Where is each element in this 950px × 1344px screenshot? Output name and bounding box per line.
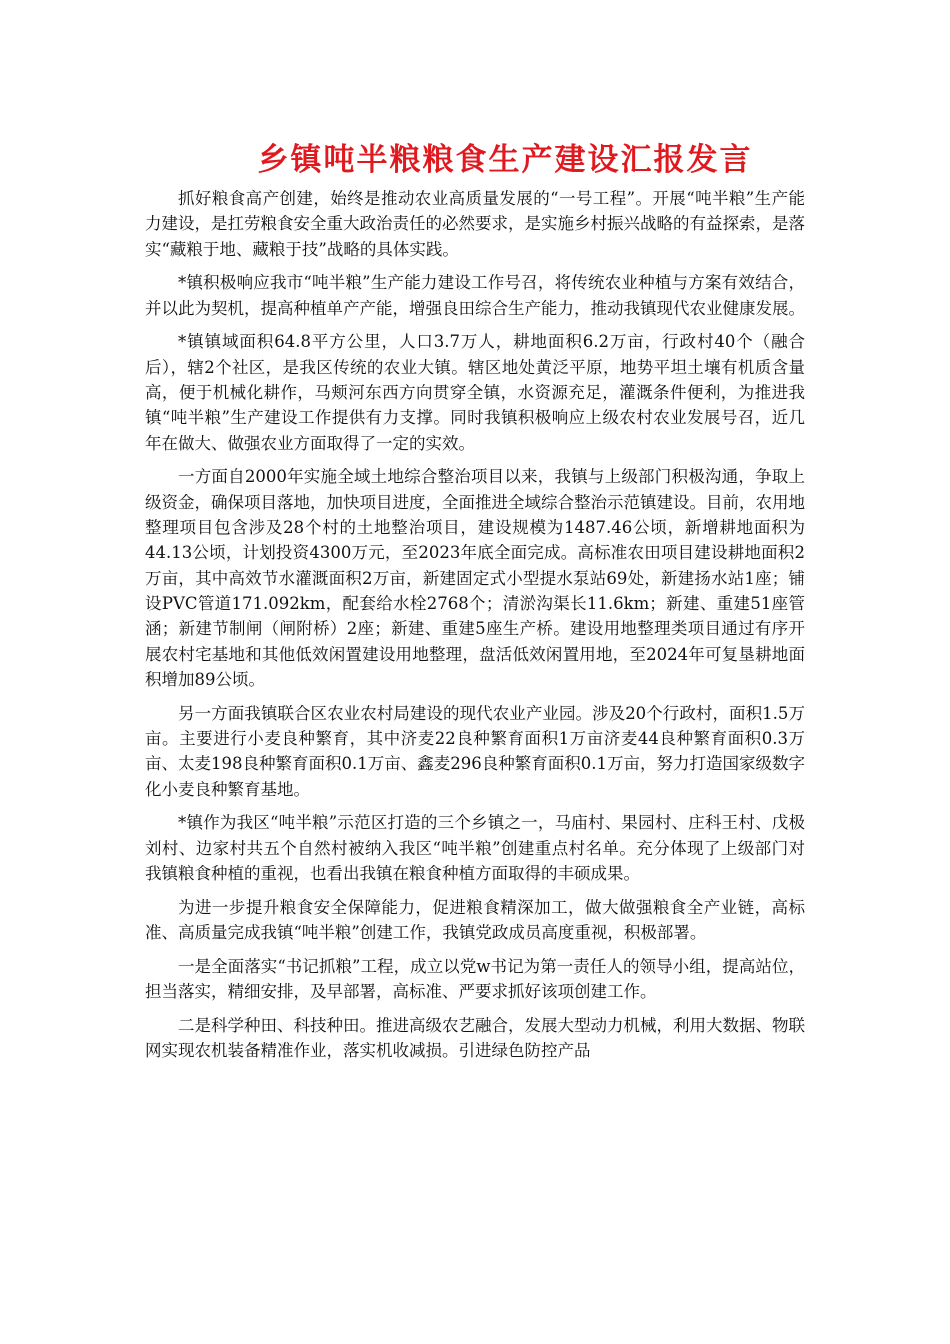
paragraph: 抓好粮食高产创建，始终是推动农业高质量发展的“一号工程”。开展“吨半粮”生产能力建设，是扛劳粮食安全重大政治责任的必然要求，是实施乡村振兴战略的有益探索，是落实“藏粮于地、藏粮于技”战略的具体实践。 [145,189,805,259]
paragraph: 一是全面落实“书记抓粮”工程，成立以党w书记为第一责任人的领导小组，提高站位，担当落实，精细安排，及早部署，高标准、严要求抓好该项创建工作。 [145,956,805,1002]
paragraph: 一方面自2000年实施全域土地综合整治项目以来，我镇与上级部门积极沟通，争取上级资金，确保项目落地，加快项目进度，全面推进全域综合整治示范镇建设。目前，农用地整理项目包含涉及28个村的土地整治项目，建设规模为1487.46公顷，新增耕地面积为44.13公顷，计划投资4300万元，至2023年底全面完成。高标准农田项目建设耕地面积2万亩，其中高效节水灌溉面积2万亩，新建固定式小型提水泵站69处，新建扬水站1座；铺设PVC管道171.092km，配套给水栓2768个；清淤沟渠长11.6km；新建、重建51座管涵；新建节制闸（闸附桥）2座；新建、重建5座生产桥。建设用地整理类项目通过有序开展农村宅基地和其他低效闲置建设用地整理，盘活低效闲置用地，至2024年可复垦耕地面积增加89公顷。 [145,467,805,689]
document-body [145,186,805,1072]
document-title: 乡镇吨半粮粮食生产建设汇报发言 [257,142,753,178]
paragraph: 为进一步提升粮食安全保障能力，促进粮食精深加工，做大做强粮食全产业链，高标准、高质量完成我镇“吨半粮”创建工作，我镇党政成员高度重视，积极部署。 [145,897,805,943]
paragraph: *镇作为我区“吨半粮”示范区打造的三个乡镇之一，马庙村、果园村、庄科王村、戊极刘村、边家村共五个自然村被纳入我区“吨半粮”创建重点村名单。充分体现了上级部门对我镇粮食种植的重视，也看出我镇在粮食种植方面取得的丰硕成果。 [145,813,805,883]
paragraph: *镇积极响应我市“吨半粮”生产能力建设工作号召，将传统农业种植与方案有效结合，并以此为契机，提高种植单产产能，增强良田综合生产能力，推动我镇现代农业健康发展。 [145,273,805,318]
paragraph: 另一方面我镇联合区农业农村局建设的现代农业产业园。涉及20个行政村，面积1.5万亩。主要进行小麦良种繁育，其中济麦22良种繁育面积1万亩济麦44良种繁育面积0.3万亩、太麦198良种繁育面积0.1万亩、鑫麦296良种繁育面积0.1万亩，努力打造国家级数字化小麦良种繁育基地。 [145,703,805,799]
paragraph: *镇镇域面积64.8平方公里，人口3.7万人，耕地面积6.2万亩，行政村40个（融合后），辖2个社区，是我区传统的农业大镇。辖区地处黄泛平原，地势平坦土壤有机质含量高，便于机械化耕作，马颊河东西方向贯穿全镇，水资源充足，灌溉条件便利，为推进我镇“吨半粮”生产建设工作提供有力支撑。同时我镇积极响应上级农村农业发展号召，近几年在做大、做强农业方面取得了一定的实效。 [145,332,805,453]
paragraph: 二是科学种田、科技种田。推进高级农艺融合，发展大型动力机械，利用大数据、物联网实现农机装备精准作业，落实机收减损。引进绿色防控产品 [145,1015,805,1061]
